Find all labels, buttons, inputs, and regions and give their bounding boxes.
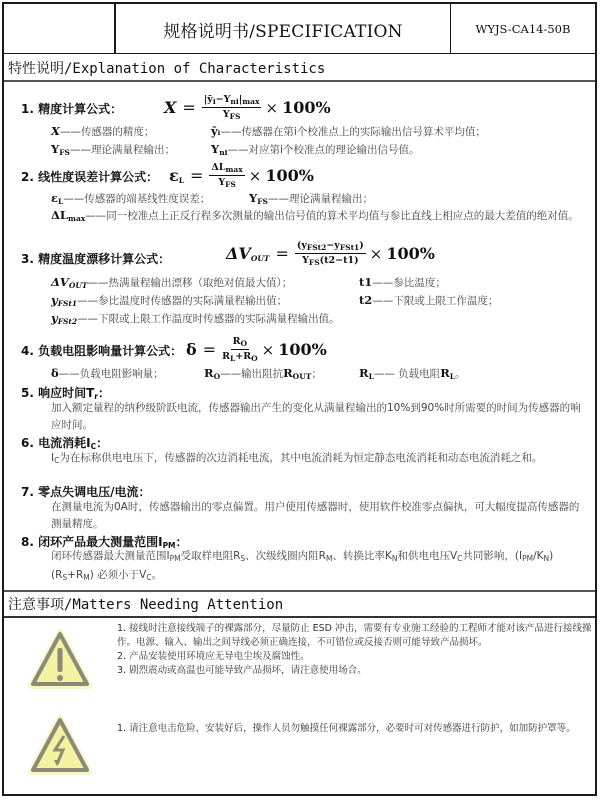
document-title: 规格说明书/SPECIFICATION bbox=[116, 4, 451, 54]
item-title: 8. 闭环产品最大测量范围$I_{PM}$： bbox=[21, 535, 188, 550]
warning-2-text: 1. 请注意电击危险，安装好后，操作人员勿触摸任何裸露部分，必要时可对传感器进行防护，如加防护罩等。 bbox=[117, 723, 576, 734]
characteristics-body bbox=[4, 84, 595, 589]
definition: $\varepsilon_L——$传感器的端基线性度误差； bbox=[51, 191, 211, 206]
item-title: 4. 负载电阻影响量计算公式： bbox=[21, 344, 183, 358]
definition: δ——负载电阻影响量； bbox=[51, 366, 164, 380]
characteristics-heading: 特性说明/Explanation of Characteristics bbox=[4, 55, 595, 82]
document-code: WYJS-CA14-50B bbox=[475, 22, 571, 36]
definition: $R_L——$ 负载电阻$R_L$。 bbox=[359, 366, 466, 381]
definition: $R_O——$输出阻抗$R_{OUT}$； bbox=[204, 366, 322, 381]
item-title: 6. 电流消耗$I_C$： bbox=[21, 436, 109, 451]
item-text: 闭环传感器最大测量范围$I_{PM}$受取样电阻$R_S$、次级线圈内阻$R_M$、转换比率$K_N$和供电电压$V_C$共同影响，$(I_{PM}/K_N)(R_S+R_M)$ 必须小于$V_C$。 bbox=[51, 550, 554, 582]
definition: t1——参比温度； bbox=[359, 275, 446, 289]
definition: $y_{FSt2}——$下限或上限工作温度时传感器的实际满量程输出值。 bbox=[51, 311, 340, 326]
load-formula: δ = $\frac{R_O}{R_L+R_O}$ × 100% bbox=[186, 336, 327, 363]
definition: $Y_{FS}——$理论满量程输出； bbox=[249, 191, 373, 206]
header-row bbox=[4, 4, 595, 54]
drift-formula: $\Delta V_{OUT}$ = $\frac{(y_{FSt2}-y_{FSt1})}{Y_{FS}(t2-t1)}$ × 100% bbox=[226, 240, 435, 267]
definition: $Y_{ni}——$对应第i个校准点的理论输出信号值。 bbox=[211, 142, 420, 157]
item-title: 3. 精度温度漂移计算公式： bbox=[21, 252, 171, 266]
definition: X——传感器的精度； bbox=[51, 124, 155, 138]
warning-exclamation-icon bbox=[28, 628, 92, 694]
item-title: 2. 线性度误差计算公式： bbox=[21, 170, 159, 184]
attention-body bbox=[4, 620, 595, 794]
logo-cell bbox=[4, 4, 116, 54]
definition: $y_{FSt1}——$参比温度时传感器的实际满量程输出值； bbox=[51, 293, 288, 308]
item-text: 加入额定量程的纳秒级阶跃电流，传感器输出产生的变化从满量程输出的10%到90%时所需要的时间为传感器的响应时间。 bbox=[51, 402, 581, 431]
definition: ȳᵢ——传感器在第i个校准点上的实际输出信号算术平均值； bbox=[211, 124, 486, 138]
definition: $Y_{FS}——$理论满量程输出； bbox=[51, 142, 175, 157]
item-title: 1. 精度计算公式： bbox=[21, 102, 123, 116]
item-text: $I_C$为在标称供电电压下，传感器的次边消耗电流，其中电流消耗为恒定静态电流消耗和动态电流消耗之和。 bbox=[51, 452, 543, 465]
attention-heading: 注意事项/Matters Needing Attention bbox=[4, 590, 595, 618]
accuracy-formula: X = $\frac{|ȳ_i-Y_{ni}|_{max}}{Y_{FS}}$ × 100% bbox=[164, 94, 331, 121]
item-title: 5. 响应时间$T_r$： bbox=[21, 386, 110, 401]
specification-sheet bbox=[2, 2, 597, 796]
high-voltage-icon bbox=[28, 714, 92, 780]
warning-1-text: 1. 接线时注意接线端子的裸露部分，尽量防止 ESD 冲击，需要有专业施工经验的工程师才能对该产品进行接线操作。电源、输入、输出之间导线必须正确连接，不可错位或反接否则可能导致产品损坏。 2. 产品安装使用环境应无导电尘埃及腐蚀性。 3. 剧烈震动或高温也可能导致产品损坏，请注意使用场合。 bbox=[117, 623, 592, 676]
definition: t2——下限或上限工作温度； bbox=[359, 293, 499, 307]
linearity-formula: $\varepsilon_L$ = $\frac{\Delta L_{max}}{Y_{FS}}$ × 100% bbox=[169, 162, 314, 189]
definition: $\Delta L_{max}——$同一校准点上正反行程多次测量的输出信号值的算术平均值与参比直线上相应点的最大差值的绝对值。 bbox=[51, 208, 579, 223]
definition: $\Delta V_{OUT}——$热满量程输出漂移（取绝对值最大值）； bbox=[51, 275, 293, 290]
item-title: 7. 零点失调电压/电流： bbox=[21, 485, 151, 499]
item-text: 在测量电流为0A时，传感器输出的零点偏置。用户使用传感器时，使用软件校准零点偏执，可大幅度提高传感器的测量精度。 bbox=[51, 501, 580, 530]
